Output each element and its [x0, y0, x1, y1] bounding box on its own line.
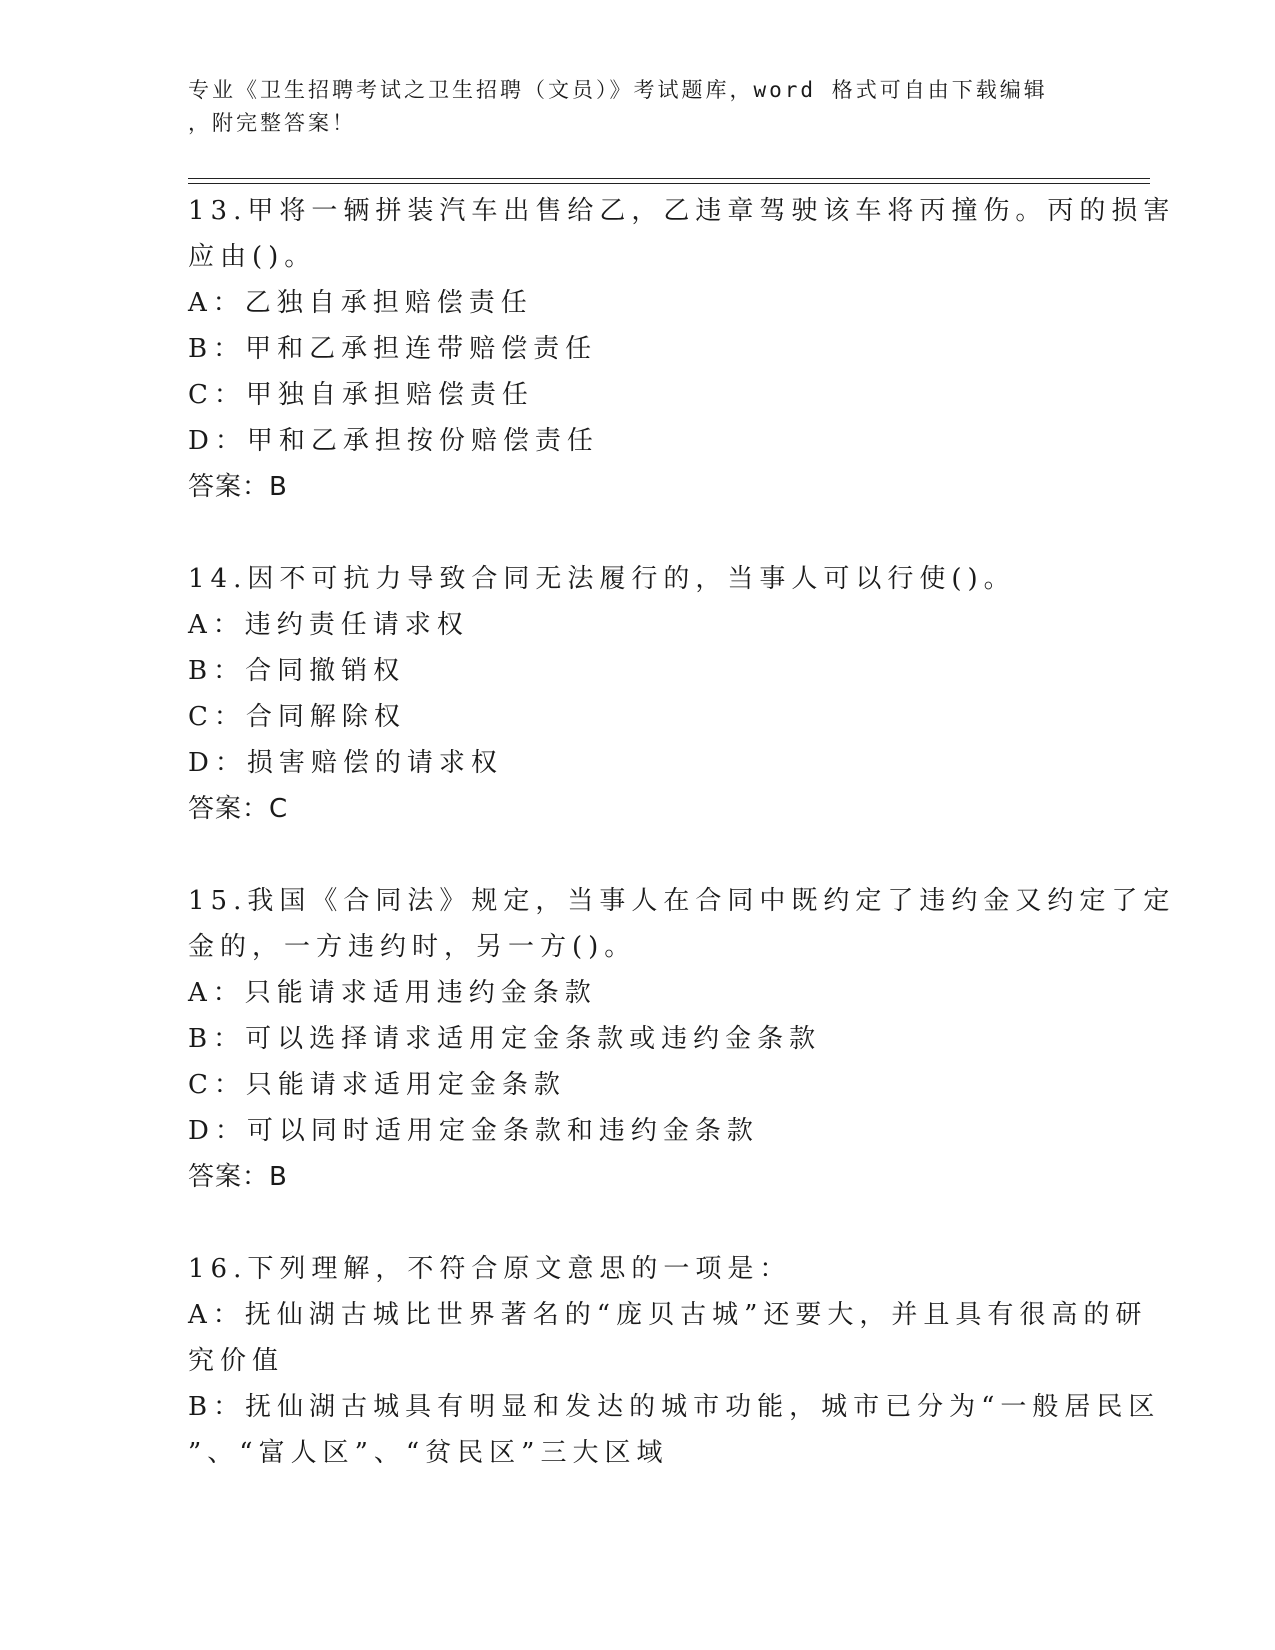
option-b-continued: ”、“富人区”、“贫民区”三大区域	[188, 1438, 669, 1468]
question-stem: 应由()。	[188, 242, 317, 272]
header-line: ，附完整答案！	[188, 111, 356, 135]
option-a: A：只能请求适用违约金条款	[188, 978, 597, 1008]
option-a: A：违约责任请求权	[188, 610, 469, 640]
header-divider-top	[188, 178, 1150, 179]
question-stem: 15.我国《合同法》规定，当事人在合同中既约定了违约金又约定了定	[188, 886, 1176, 916]
question-stem: 16.下列理解，不符合原文意思的一项是：	[188, 1254, 792, 1284]
question-14	[188, 556, 1088, 832]
option-a: A：乙独自承担赔偿责任	[188, 288, 533, 318]
question-16	[188, 1246, 1161, 1476]
option-b: B：可以选择请求适用定金条款或违约金条款	[188, 1024, 822, 1054]
header-line: 专业《卫生招聘考试之卫生招聘（文员）》考试题库，word 格式可自由下载编辑	[188, 78, 1048, 102]
option-c: C：合同解除权	[188, 702, 406, 732]
option-a-continued: 究价值	[188, 1346, 285, 1376]
option-d: D：甲和乙承担按份赔偿责任	[188, 426, 599, 456]
option-b: B：甲和乙承担连带赔偿责任	[188, 334, 598, 364]
option-d: D：可以同时适用定金条款和违约金条款	[188, 1116, 759, 1146]
question-list	[188, 188, 1176, 1476]
option-a: A：抚仙湖古城比世界著名的“庞贝古城”还要大，并且具有很高的研	[188, 1300, 1148, 1330]
question-stem: 金的，一方违约时，另一方()。	[188, 932, 637, 962]
option-b: B：抚仙湖古城具有明显和发达的城市功能，城市已分为“一般居民区	[188, 1392, 1161, 1422]
question-stem: 14.因不可抗力导致合同无法履行的，当事人可以行使()。	[188, 564, 1016, 594]
question-13	[188, 188, 1176, 510]
document-header	[188, 74, 1088, 140]
answer-label: 答案：B	[188, 472, 288, 502]
header-divider-bottom	[188, 183, 1150, 184]
answer-label: 答案：B	[188, 1162, 288, 1192]
question-stem: 13.甲将一辆拼装汽车出售给乙，乙违章驾驶该车将丙撞伤。丙的损害	[188, 196, 1176, 226]
option-c: C：甲独自承担赔偿责任	[188, 380, 534, 410]
option-c: C：只能请求适用定金条款	[188, 1070, 566, 1100]
option-d: D：损害赔偿的请求权	[188, 748, 503, 778]
option-b: B：合同撤销权	[188, 656, 406, 686]
answer-label: 答案：C	[188, 794, 289, 824]
question-15	[188, 878, 1176, 1200]
